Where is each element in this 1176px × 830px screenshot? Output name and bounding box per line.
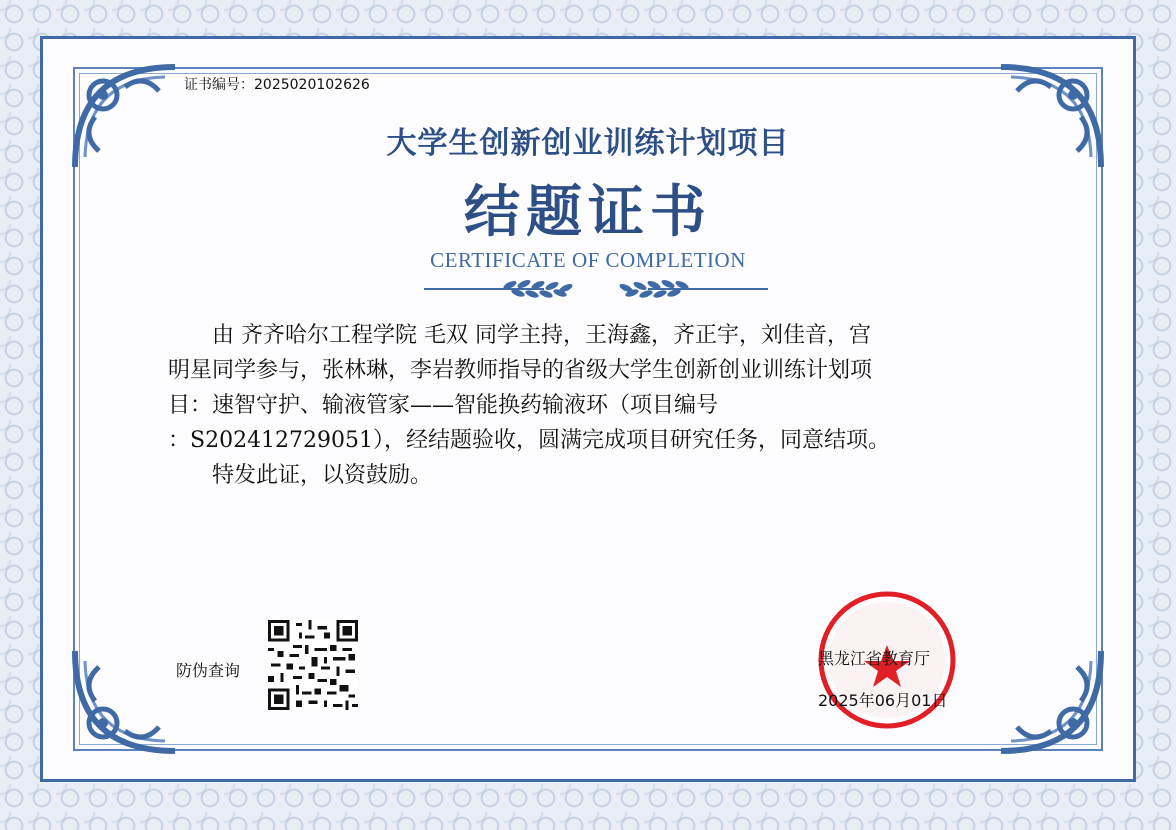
body-line: 由 齐齐哈尔工程学院 毛双 同学主持，王海鑫，齐正宇，刘佳音，宫: [212, 323, 871, 348]
issue-date: 2025年06月01日: [818, 691, 948, 710]
certificate-number: 证书编号：2025020102626: [184, 77, 370, 93]
certificate-title-en: CERTIFICATE OF COMPLETION: [430, 248, 746, 272]
verify-label: 防伪查询: [176, 661, 241, 680]
body-line: 特发此证，以资鼓励。: [212, 463, 433, 488]
certificate-title: 结题证书: [464, 180, 712, 245]
laurel-divider-icon: [424, 276, 768, 302]
body-line: 明星同学参与，张林琳，李岩教师指导的省级大学生创新创业训练计划项: [168, 358, 873, 383]
issuer-name: 黑龙江省教育厅: [818, 649, 931, 668]
qr-code-icon[interactable]: [268, 620, 358, 710]
floral-corner-icon: [65, 641, 185, 761]
floral-corner-icon: [991, 641, 1111, 761]
certificate-body: [168, 318, 1018, 493]
body-line: 目：速智守护、输液管家——智能换药输液环（项目编号: [168, 393, 719, 418]
body-line: ：S202412729051），经结题验收，圆满完成项目研究任务，同意结项。: [168, 428, 891, 453]
certificate-subtitle: 大学生创新创业训练计划项目: [386, 126, 790, 161]
